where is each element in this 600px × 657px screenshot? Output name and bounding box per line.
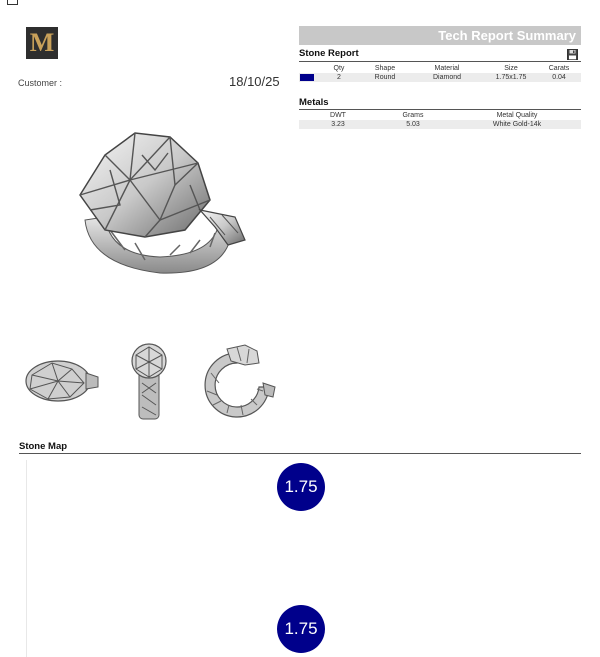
stone-report-table <box>299 64 581 84</box>
col-header-grams: Grams <box>402 112 424 119</box>
stone-map-divider <box>19 453 581 454</box>
metals-table <box>299 111 581 131</box>
metals-divider <box>299 109 581 110</box>
report-title: Tech Report Summary <box>299 26 581 45</box>
table-row <box>299 120 581 129</box>
stone-marker: 1.75 <box>277 463 325 511</box>
company-logo <box>26 27 58 59</box>
report-date: 18/10/25 <box>229 74 280 89</box>
ring-thumbnail-top <box>22 355 100 405</box>
col-header-shape: Shape <box>374 65 396 72</box>
stone-report-header-row <box>299 64 581 73</box>
stone-carats: 0.04 <box>552 74 566 81</box>
col-header-dwt: DWT <box>330 112 346 119</box>
stone-shape: Round <box>374 74 396 81</box>
stone-size: 1.75x1.75 <box>495 74 527 81</box>
ring-thumbnail-side <box>197 343 279 423</box>
stone-report-divider <box>299 61 581 62</box>
customer-label: Customer : <box>18 78 63 88</box>
stone-qty: 2 <box>337 74 341 81</box>
metals-header-row <box>299 111 581 120</box>
ring-main-image <box>50 125 250 280</box>
metal-dwt: 3.23 <box>331 121 345 128</box>
metal-quality: White Gold-14k <box>492 121 542 128</box>
metal-grams: 5.03 <box>406 121 420 128</box>
ring-thumbnail-front <box>128 343 170 421</box>
col-header-material: Material <box>434 65 460 72</box>
stone-marker: 1.75 <box>277 605 325 653</box>
col-header-carats: Carats <box>548 65 570 72</box>
col-header-size: Size <box>504 65 518 72</box>
corner-mark <box>0 0 28 6</box>
col-header-metal-quality: Metal Quality <box>496 112 538 119</box>
stone-map-guide-line <box>26 460 27 657</box>
save-icon[interactable] <box>567 49 578 60</box>
table-row <box>299 73 581 82</box>
metals-title: Metals <box>299 97 329 108</box>
stone-map-title: Stone Map <box>19 441 68 452</box>
logo-letter: M <box>29 28 55 57</box>
stone-material: Diamond <box>432 74 461 81</box>
stone-color-swatch <box>300 74 314 81</box>
stone-report-title: Stone Report <box>299 48 359 59</box>
col-header-qty: Qty <box>333 65 345 72</box>
